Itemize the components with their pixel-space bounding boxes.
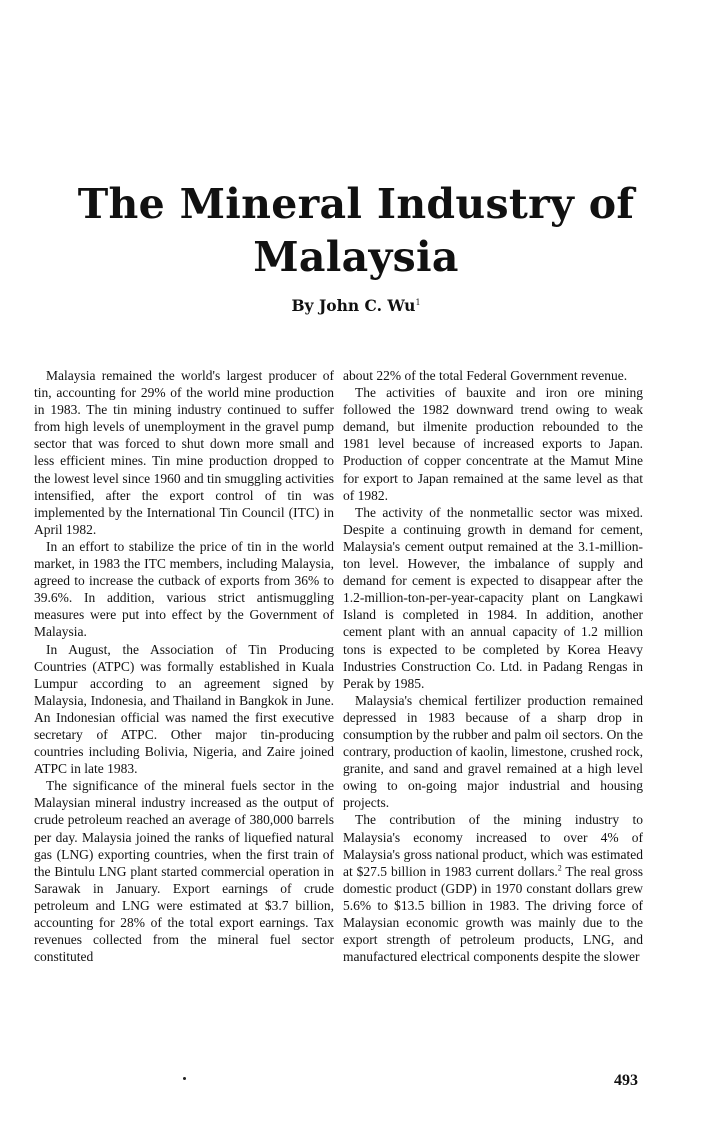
page-number: 493 (614, 1072, 638, 1089)
paragraph-text: The real gross domestic product (GDP) in 1970 constant dollars grew 5.6% to $13.5 billion in 1983. The driving force of Malaysian economic growth was mainly due to the export strength of petroleum products, LNG, and manufactured electrical components despite the slower (343, 863, 643, 965)
body-paragraph: Malaysia's chemical fertilizer production remained depressed in 1983 because of a sharp drop in consumption by the rubber and palm oil sectors. On the contrary, production of kaolin, limestone, crushed rock, granite, and sand and gravel remained at a high level owing to on-going major industrial and housing projects. (343, 692, 643, 811)
body-paragraph: In an effort to stabilize the price of tin in the world market, in 1983 the ITC members, including Malaysia, agreed to increase the cutback of exports from 36% to 39.6%. In addition, various strict antismuggling measures were put into effect by the Government of Malaysia. (34, 538, 334, 640)
left-column (34, 367, 334, 965)
body-paragraph (343, 811, 643, 965)
footnote-marker: 2 (557, 863, 562, 873)
body-paragraph: The significance of the mineral fuels sector in the Malaysian mineral industry increased as the output of crude petroleum reached an average of 380,000 barrels per day. Malaysia joined the ranks of liquefied natural gas (LNG) exporting countries, when the first train of the Bintulu LNG plant started commercial operation in Sarawak in January. Export earnings of crude petroleum and LNG were estimated at $3.7 billion, accounting for 28% of the total export earnings. Tax revenues collected from the mineral fuel sector constituted (34, 778, 334, 965)
print-speck (183, 1077, 186, 1080)
body-paragraph: The activity of the nonmetallic sector was mixed. Despite a continuing growth in demand for cement, Malaysia's cement output remained at the 3.1-million-ton level. However, the imbalance of supply and demand for cement is expected to disappear after the 1.2-million-ton-per-year-capacity plant on Langkawi Island is completed in 1984. In addition, another cement plant with an annual capacity of 1.2 million tons is expected to be completed by Korea Heavy Industries Construction Co. Ltd. in Padang Rengas in Perak by 1985. (343, 504, 643, 691)
title-line-2: Malaysia (253, 233, 459, 281)
paragraph-text: The contribution of the mining industry to Malaysia's economy increased to over 4% of Malaysia's gross national product, which was estimated at $27.5 billion in 1983 current dollars. (343, 812, 643, 879)
byline-footnote-marker: 1 (415, 297, 421, 307)
title-line-1: The Mineral Industry of (77, 180, 635, 228)
byline-text: By John C. Wu (291, 296, 416, 315)
continuation-paragraph: about 22% of the total Federal Government revenue. (343, 368, 628, 383)
author-byline (0, 296, 712, 315)
article-title (40, 178, 672, 284)
right-column (343, 367, 643, 965)
body-paragraph: In August, the Association of Tin Producing Countries (ATPC) was formally established in Kuala Lumpur according to an agreement signed by Malaysia, Indonesia, and Thailand in Bangkok in June. An Indonesian official was named the first executive secretary of ATPC. Other major tin-producing countries including Bolivia, Nigeria, and Zaire joined ATPC in late 1983. (34, 641, 334, 777)
body-paragraph: Malaysia remained the world's largest producer of tin, accounting for 29% of the world mine production in 1983. The tin mining industry continued to suffer from high levels of unemployment in the gravel pump sector that was forced to shut down more small and less efficient mines. Tin mine production dropped to the lowest level since 1960 and tin smuggling activities intensified, after the export control of tin was implemented by the International Tin Council (ITC) in April 1982. (34, 368, 334, 537)
body-paragraph: The activities of bauxite and iron ore mining followed the 1982 downward trend owing to weak demand, but ilmenite production rebounded to the 1981 level because of increased exports to Japan. Production of copper concentrate at the Mamut Mine for export to Japan remained at the same level as that of 1982. (343, 385, 643, 503)
